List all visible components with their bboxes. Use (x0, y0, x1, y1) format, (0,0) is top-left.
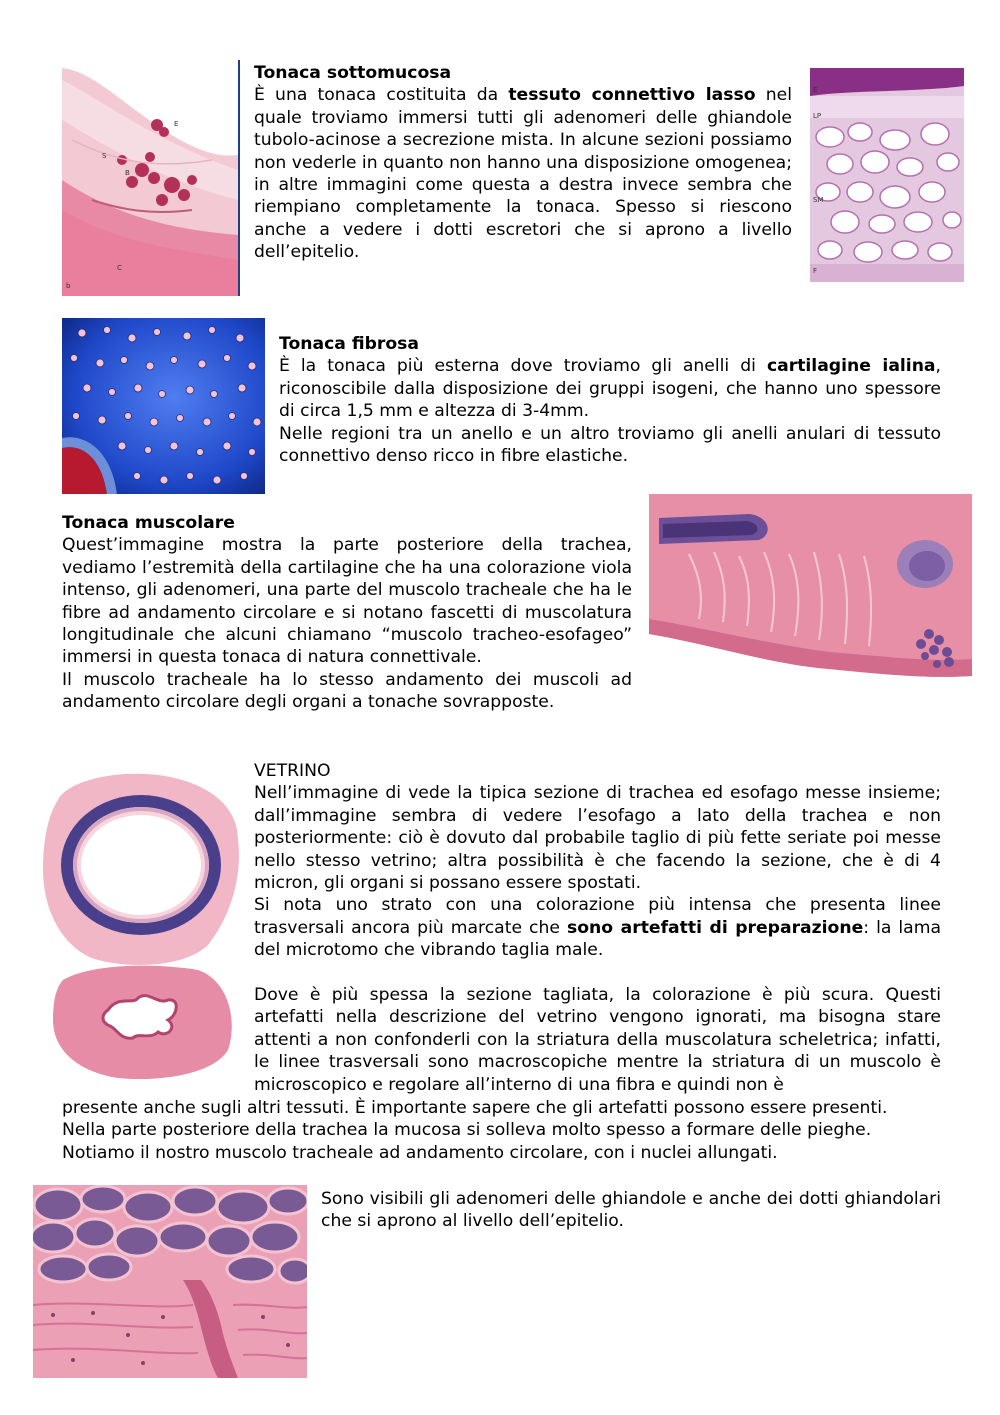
submucosa-histology-image-left (62, 60, 238, 296)
fibrosa-text-block (279, 333, 941, 467)
label-e: E (174, 120, 179, 128)
vetrino-paragraph-spacer (254, 962, 941, 984)
vetrino-title: VETRINO (254, 761, 331, 781)
muscolare-paragraph-2: Il muscolo tracheale ha lo stesso andamento dei muscoli ad andamento circolare degli organi a tonache sovrapposte. (62, 669, 632, 713)
submucosa-paragraph: È una tonaca costituita da tessuto connettivo lasso nel quale troviamo immersi tutti gli adenomeri delle ghiandole tubolo-acinose a secrezione mista. In alcune sezioni possiamo non vederle in quanto non hanno una disposizione omogenea; in altre immagini come questa a destra invece sembra che riempiano completamente la tonaca. Spesso si riescono anche a vedere i dotti escretori che si aprono a livello dell’epitelio. (254, 85, 792, 263)
fibrosa-cartilage-image (62, 318, 265, 494)
vetrino-paragraph-1: Nell’immagine di vede la tipica sezione di trachea ed esofago messe insieme; dall’immagine sembra di vedere l’esofago a lato della trachea e non posteriormente: ciò è dovuto dal probabile taglio di più fette seriate poi messe nello stesso vetrino; altra possibilità è che facendo la sezione, che è di 4 micron, gli organi si possano essere spostati. (254, 783, 941, 894)
ghiandole-text-block (321, 1188, 941, 1233)
muscolare-text-block (62, 512, 632, 714)
vetrino-trachea-esophagus-image (38, 770, 244, 1082)
label-c: C (117, 264, 122, 272)
label-f: F (813, 267, 818, 275)
vetrino-paragraph-3-continued: presente anche sugli altri tessuti. È importante sapere che gli artefatti possono essere presenti. (62, 1098, 888, 1118)
submucosa-title: Tonaca sottomucosa (254, 63, 452, 83)
label-sm: SM (813, 196, 824, 204)
vetrino-text-block-top (254, 760, 941, 1096)
vetrino-paragraph-3: Dove è più spessa la sezione tagliata, la colorazione è più scura. Questi artefatti nella descrizione del vetrino vengono ignorati, ma bisogna stare attenti a non confonderli con la striatura della muscolatura scheletrica; infatti, le linee trasversali sono macroscopiche mentre la striatura di un muscolo è microscopico e regolare all’interno di una fibra e quindi non è (254, 985, 941, 1095)
muscolare-title: Tonaca muscolare (62, 513, 235, 533)
vetrino-text-block-bottom (62, 1097, 941, 1164)
label-b-lower: b (66, 282, 71, 290)
vertical-rule (238, 60, 240, 296)
vetrino-paragraph-5: Notiamo il nostro muscolo tracheale ad andamento circolare, con i nuclei allungati. (62, 1142, 778, 1163)
label-lp: LP (813, 112, 822, 120)
ghiandole-histology-image (33, 1185, 307, 1378)
label-e-right: E (813, 86, 818, 94)
ghiandole-paragraph: Sono visibili gli adenomeri delle ghiandole e anche dei dotti ghiandolari che si aprono al livello dell’epitelio. (321, 1189, 941, 1232)
fibrosa-paragraph-2: Nelle regioni tra un anello e un altro troviamo gli anelli anulari di tessuto connettivo denso ricco in fibre elastiche. (279, 423, 941, 467)
submucosa-text-block (254, 62, 792, 264)
label-b: B (125, 169, 130, 177)
fibrosa-paragraph-1: È la tonaca più esterna dove troviamo gli anelli di cartilagine ialina, riconoscibile dalla disposizione dei gruppi isogeni, che hanno uno spessore di circa 1,5 mm e altezza di 3-4mm. (279, 356, 941, 422)
vetrino-paragraph-4: Nella parte posteriore della trachea la mucosa si solleva molto spesso a formare delle pieghe. (62, 1120, 872, 1141)
muscolare-paragraph-1: Quest’immagine mostra la parte posteriore della trachea, vediamo l’estremità della cartilagine che ha una colorazione viola intenso, gli adenomeri, una parte del muscolo tracheale che ha le fibre ad andamento circolare e si notano fascetti di muscolatura longitudinale che alcuni chiamano “muscolo tracheo-esofageo” immersi in questa tonaca di natura connettivale. (62, 535, 632, 668)
muscolare-histology-image (649, 494, 972, 696)
vetrino-paragraph-2: Si nota uno strato con una colorazione più intensa che presenta linee trasversali ancora più marcate che sono artefatti di preparazione: la lama del microtomo che vibrando taglia male. (254, 895, 941, 961)
submucosa-histology-image-right (810, 52, 964, 282)
label-s: S (102, 152, 107, 160)
fibrosa-title: Tonaca fibrosa (279, 334, 420, 354)
